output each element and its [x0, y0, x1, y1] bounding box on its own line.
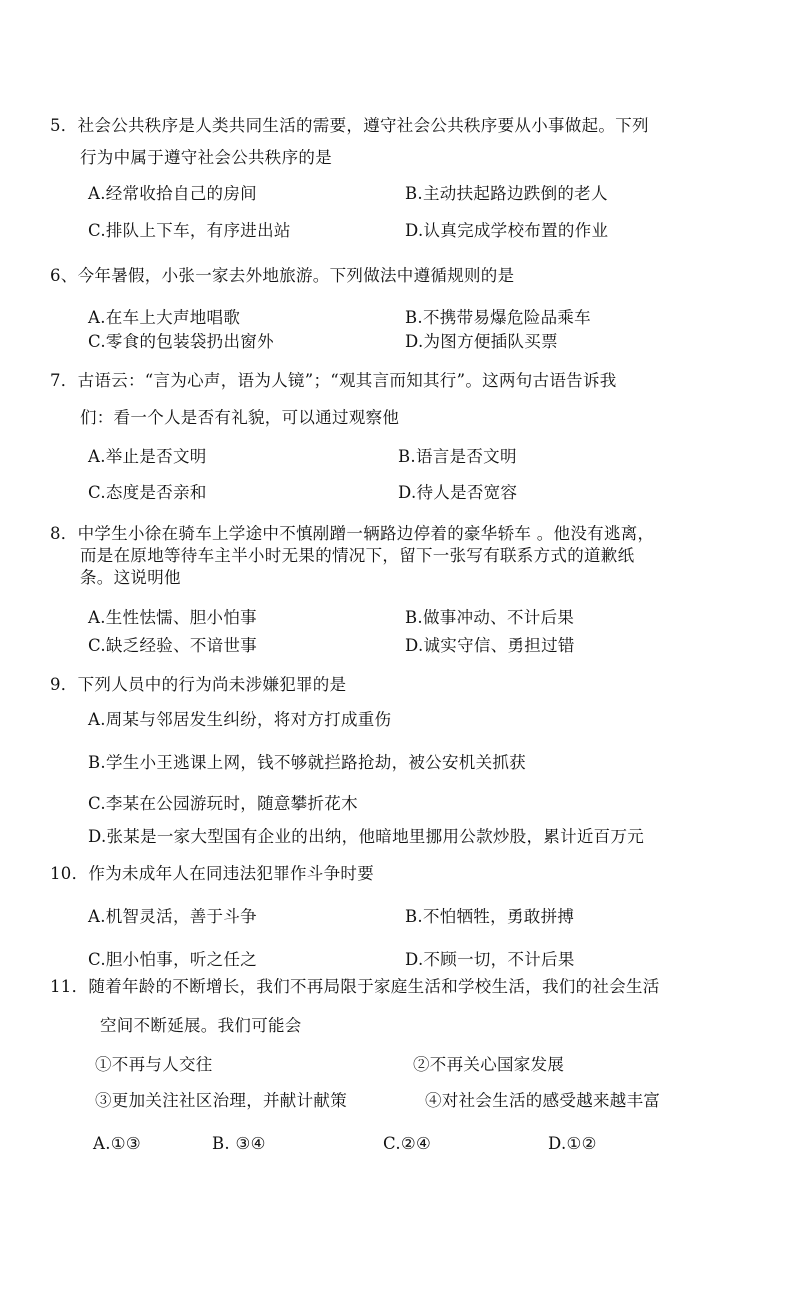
q10-option-a: A.机智灵活，善于斗争: [88, 907, 257, 926]
q11-statement-4: ④对社会生活的感受越来越丰富: [425, 1091, 661, 1110]
q8-option-a: A.生性怯懦、胆小怕事: [88, 608, 257, 627]
q8-stem-line2: 而是在原地等待车主半小时无果的情况下，留下一张写有联系方式的道歉纸: [80, 546, 635, 565]
q10-option-d: D.不顾一切，不计后果: [405, 950, 575, 969]
q5-option-b: B.主动扶起路边跌倒的老人: [405, 184, 608, 203]
q5-stem-line2: 行为中属于遵守社会公共秩序的是: [80, 148, 332, 167]
q6-option-a: A.在车上大声地唱歌: [88, 308, 241, 327]
q5-option-a: A.经常收拾自己的房间: [88, 184, 257, 203]
q5-option-d: D.认真完成学校布置的作业: [405, 221, 609, 240]
q6-option-c: C.零食的包装袋扔出窗外: [88, 332, 274, 351]
q11-statement-2: ②不再关心国家发展: [413, 1055, 565, 1074]
q8-option-c: C.缺乏经验、不谙世事: [88, 636, 258, 655]
q8-option-b: B.做事冲动、不计后果: [405, 608, 575, 627]
q8-option-d: D.诚实守信、勇担过错: [405, 636, 575, 655]
q11-statement-1: ①不再与人交往: [95, 1055, 213, 1074]
q10-option-b: B.不怕牺牲，勇敢拼搏: [405, 907, 575, 926]
q7-stem-line2: 们：看一个人是否有礼貌，可以通过观察他: [80, 408, 400, 427]
q10-option-c: C.胆小怕事，听之任之: [88, 950, 258, 969]
q5-option-c: C.排队上下车，有序进出站: [88, 221, 291, 240]
q11-option-a: A.①③: [93, 1134, 141, 1153]
q8-stem-line1: 8．中学生小徐在骑车上学途中不慎剐蹭一辆路边停着的豪华轿车 。他没有逃离，: [50, 524, 655, 543]
q10-stem-line1: 10．作为未成年人在同违法犯罪作斗争时要: [50, 864, 374, 883]
q11-option-d: D.①②: [548, 1134, 597, 1153]
q9-stem-line1: 9．下列人员中的行为尚未涉嫌犯罪的是: [50, 675, 347, 694]
q6-stem-line1: 6、今年暑假，小张一家去外地旅游。下列做法中遵循规则的是: [50, 266, 515, 285]
q7-stem-line1: 7．古语云：“言为心声，语为人镜”；“观其言而知其行”。这两句古语告诉我: [50, 371, 617, 390]
q7-option-a: A.举止是否文明: [88, 447, 207, 466]
q9-option-c: C.李某在公园游玩时，随意攀折花木: [88, 794, 358, 813]
q6-option-b: B.不携带易爆危险品乘车: [405, 308, 591, 327]
q5-stem-line1: 5．社会公共秩序是人类共同生活的需要，遵守社会公共秩序要从小事做起。下列: [50, 116, 649, 135]
q11-option-b: B. ③④: [212, 1134, 266, 1153]
q11-statement-3: ③更加关注社区治理，并献计献策: [95, 1091, 347, 1110]
q11-stem-line2: 空间不断延展。我们可能会: [100, 1016, 302, 1035]
q11-option-c: C.②④: [383, 1134, 432, 1153]
q9-option-d: D.张某是一家大型国有企业的出纳，他暗地里挪用公款炒股，累计近百万元: [88, 827, 645, 846]
q9-option-b: B.学生小王逃课上网，钱不够就拦路抢劫，被公安机关抓获: [88, 753, 526, 772]
q11-stem-line1: 11．随着年龄的不断增长，我们不再局限于家庭生活和学校生活，我们的社会生活: [50, 977, 660, 996]
q8-stem-line3: 条。这说明他: [80, 568, 181, 587]
q7-option-c: C.态度是否亲和: [88, 483, 207, 502]
q9-option-a: A.周某与邻居发生纠纷，将对方打成重伤: [88, 710, 392, 729]
q6-option-d: D.为图方便插队买票: [405, 332, 558, 351]
q7-option-d: D.待人是否宽容: [398, 483, 518, 502]
q7-option-b: B.语言是否文明: [398, 447, 517, 466]
